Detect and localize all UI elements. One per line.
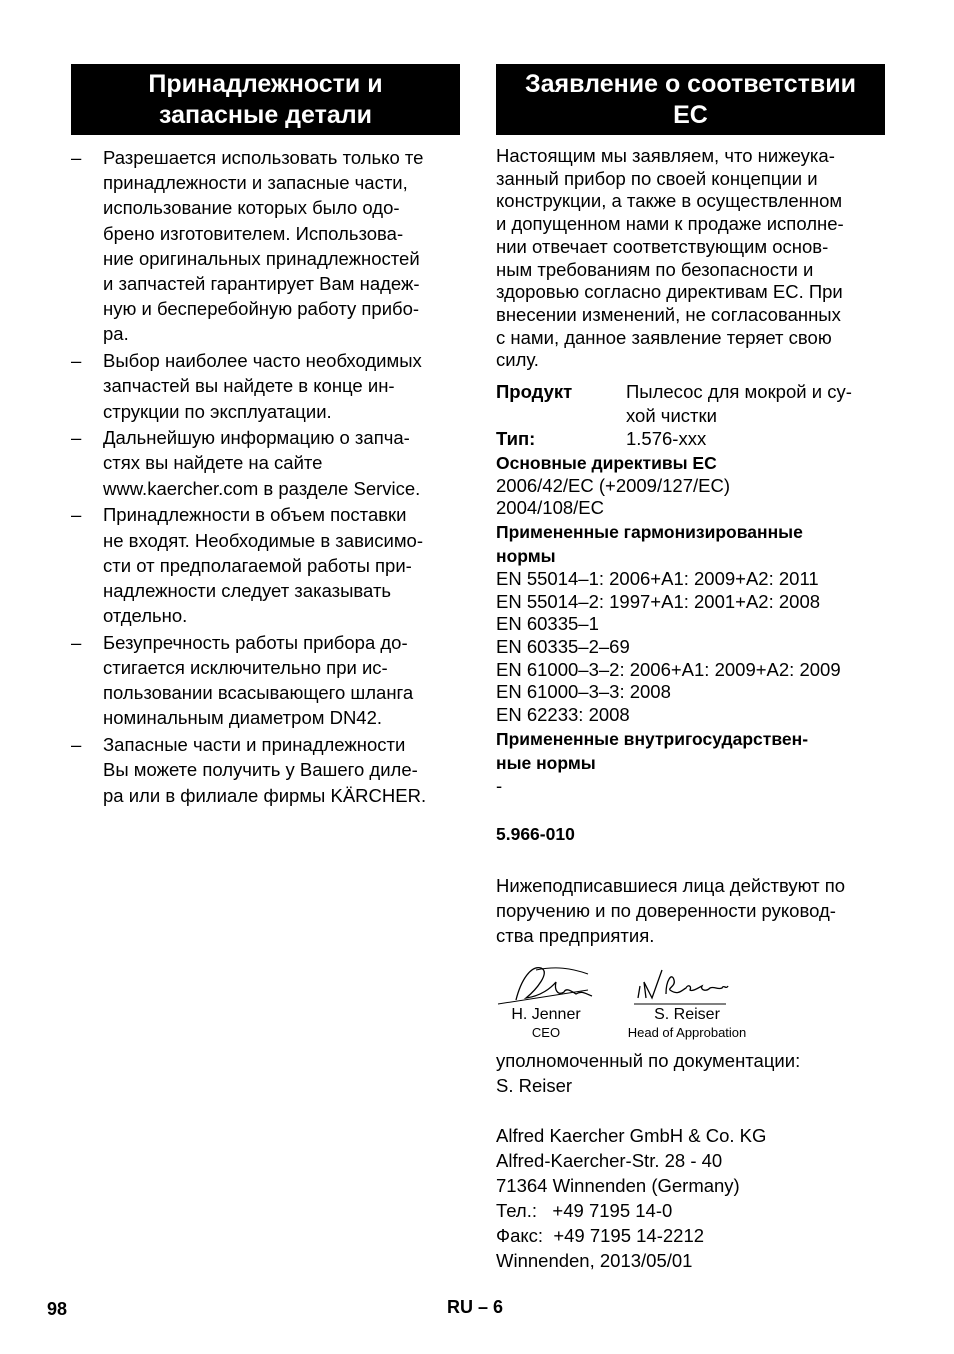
accessories-heading: [71, 64, 460, 135]
company-phone: Тел.: +49 7195 14-0: [496, 1199, 673, 1221]
dash-bullet: –: [71, 427, 82, 449]
type-row: [496, 427, 885, 451]
ec-heading-line1: Заявление о соответствии: [524, 69, 857, 98]
signer1-name: H. Jenner: [511, 1005, 581, 1023]
signature-jenner-icon: [496, 960, 596, 1008]
standard-item: EN 60335–1: [496, 613, 599, 635]
company-fax: Факс: +49 7195 14-2212: [496, 1224, 705, 1246]
type-label: Тип:: [496, 428, 536, 450]
list-item: [71, 425, 460, 501]
product-label: Продукт: [496, 381, 573, 403]
company-line: Alfred-Kaercher-Str. 28 - 40: [496, 1149, 723, 1171]
dash-bullet: –: [71, 631, 82, 653]
list-item-text: Дальнейшую информацию о запча- стях вы найдете на сайте www.kaercher.com в разделе Service.: [103, 427, 421, 499]
type-value: 1.576-xxx: [626, 428, 707, 450]
ec-heading-line2: ЕС: [673, 100, 708, 129]
language-page-code: RU – 6: [447, 1297, 504, 1317]
list-item-text: Безупречность работы прибора до- стигается исключительно при ис- пользовании всасывающего шланга номинальным диаметром DN42.: [103, 631, 414, 729]
harmonized-standards-heading: Примененные гармонизированные нормы: [496, 521, 803, 566]
ec-declaration-heading: [496, 64, 885, 135]
product-row: [496, 380, 885, 427]
list-item: [71, 732, 460, 808]
list-item-text: Принадлежности в объем поставки не входят. Необходимые в зависимо- сти от предполагаемой работы при- надлежности следует заказывать отдельно.: [103, 504, 423, 627]
standard-item: EN 60335–2–69: [496, 636, 630, 658]
left-column: [71, 64, 460, 809]
standard-item: EN 61000–3–2: 2006+A1: 2009+A2: 2009: [496, 658, 841, 680]
standard-item: EN 61000–3–3: 2008: [496, 681, 671, 703]
right-column: [496, 64, 885, 1273]
list-item: [71, 502, 460, 628]
product-value: Пылесос для мокрой и су- хой чистки: [626, 381, 852, 426]
dash-bullet: –: [71, 350, 82, 372]
standard-item: EN 62233: 2008: [496, 704, 630, 726]
list-item-text: Разрешается использовать только те принадлежности и запасные части, использование которых было одо- брено изготовителем. Использова- ние оригинальных принадлежностей и запчастей гарантирует Вам надеж- ную и бесперебойную работу прибо- ра.: [103, 147, 424, 345]
company-line: Alfred Kaercher GmbH & Co. KG: [496, 1124, 767, 1146]
standard-item: EN 55014–1: 2006+A1: 2009+A2: 2011: [496, 567, 819, 589]
list-item: [71, 348, 460, 424]
signer2-name: S. Reiser: [654, 1005, 720, 1023]
signature-jenner: [496, 960, 596, 1042]
company-line: 71364 Winnenden (Germany): [496, 1174, 740, 1196]
accessories-list: [71, 145, 460, 808]
list-item-text: Выбор наиболее часто необходимых запчастей вы найдете в конце ин- струкции по эксплуатации.: [103, 350, 422, 422]
national-standards-heading: Примененные внутригосударствен- ные нормы: [496, 728, 809, 773]
accessories-heading-line2: запасные детали: [158, 100, 373, 129]
national-standards-value: -: [496, 774, 503, 796]
accessories-heading-line1: Принадлежности и: [148, 69, 383, 98]
declaration-intro: Настоящим мы заявляем, что нижеука- занный прибор по своей концепции и конструкции, а также в осуществленном и допущенном нами к продаже исполне- нии отвечает соответствующим основ- ным требованиям по безопасности и здоровью согласно директивам ЕС. При внесении изменений, не согласованных с нами, данное заявление теряет свою силу.: [496, 145, 844, 371]
signers-statement: Нижеподписавшиеся лица действуют по поручению и по доверенности руковод- ства предприятия.: [496, 874, 845, 946]
page-number: 98: [47, 1299, 68, 1319]
directive-item: 2004/108/EC: [496, 497, 605, 519]
signatures-block: [496, 960, 885, 1048]
list-item-text: Запасные части и принадлежности Вы можете получить у Вашего диле- ра или в филиале фирмы KÄRCHER.: [103, 734, 427, 806]
signature-reiser-icon: [622, 960, 752, 1008]
list-item: [71, 630, 460, 731]
dash-bullet: –: [71, 734, 82, 756]
directives-heading: Основные директивы ЕС: [496, 452, 717, 473]
signature-reiser: [622, 960, 752, 1042]
company-address: [496, 1123, 885, 1273]
document-number: 5.966-010: [496, 823, 575, 844]
list-item: [71, 145, 460, 347]
signer2-role: Head of Approbation: [627, 1024, 747, 1040]
dash-bullet: –: [71, 504, 82, 526]
directive-item: 2006/42/EC (+2009/127/EC): [496, 474, 730, 496]
dash-bullet: –: [71, 147, 82, 168]
place-date: Winnenden, 2013/05/01: [496, 1249, 693, 1271]
standard-item: EN 55014–2: 1997+A1: 2001+A2: 2008: [496, 590, 821, 612]
signer1-role: CEO: [531, 1024, 561, 1040]
authorized-representative: уполномоченный по документации: S. Reiser: [496, 1049, 801, 1096]
